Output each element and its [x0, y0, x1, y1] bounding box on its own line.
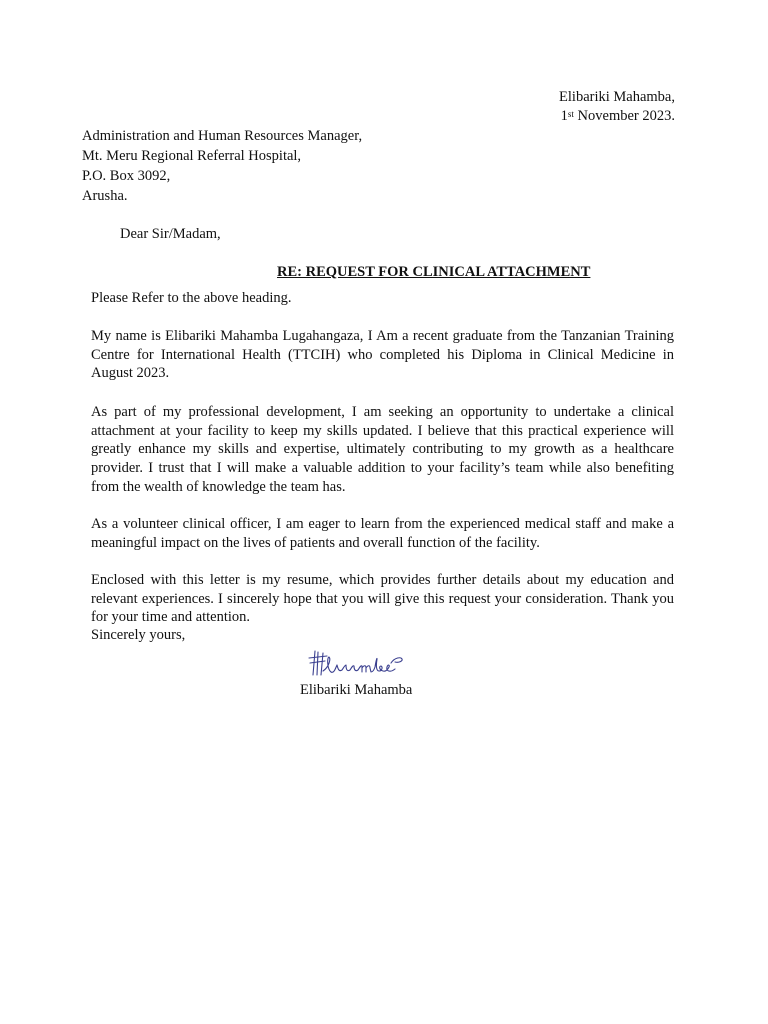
recipient-line: Administration and Human Resources Manager,: [82, 128, 363, 144]
sender-name: Elibariki Mahamba,: [559, 89, 675, 105]
body-paragraph: My name is Elibariki Mahamba Lugahangaza, I Am a recent graduate from the Tanzanian Training Centre for International Health (TTCIH) who completed his Diploma in Clinical Medicine in August 2023.: [91, 328, 674, 382]
recipient-address: [82, 126, 362, 206]
date-suffix: st: [567, 109, 574, 119]
recipient-line: Arusha.: [82, 188, 128, 204]
letter-date: [559, 107, 675, 126]
recipient-line: Mt. Meru Regional Referral Hospital,: [82, 148, 302, 164]
date-day: 1: [560, 108, 568, 124]
closing: Sincerely yours,: [91, 627, 186, 643]
signatory-name: Elibariki Mahamba: [300, 682, 413, 698]
body-paragraph: As a volunteer clinical officer, I am eager to learn from the experienced medical staff and make a meaningful impact on the lives of patients and overall function of the facility.: [91, 516, 674, 551]
handwritten-signature: [305, 645, 405, 683]
body-paragraph: Enclosed with this letter is my resume, which provides further details about my education and relevant experiences. I sincerely hope that you will give this request your consideration. Thank you for your time and attention.: [91, 572, 674, 626]
subject-heading: RE: REQUEST FOR CLINICAL ATTACHMENT: [277, 264, 591, 280]
sender-block: [559, 88, 675, 126]
signature-graphic: [305, 645, 405, 683]
date-rest: November 2023.: [573, 108, 675, 124]
body-paragraph: As part of my professional development, I am seeking an opportunity to undertake a clinical attachment at your facility to keep my skills updated. I believe that this practical experience will greatly enhance my skills and expertise, ultimately contributing to my growth as a healthcare provider. I trust that I will make a valuable addition to your facility’s team while also benefiting from the wealth of knowledge the team has.: [91, 404, 674, 495]
salutation: Dear Sir/Madam,: [120, 226, 221, 242]
body-paragraph: Please Refer to the above heading.: [91, 290, 292, 306]
recipient-line: P.O. Box 3092,: [82, 168, 171, 184]
